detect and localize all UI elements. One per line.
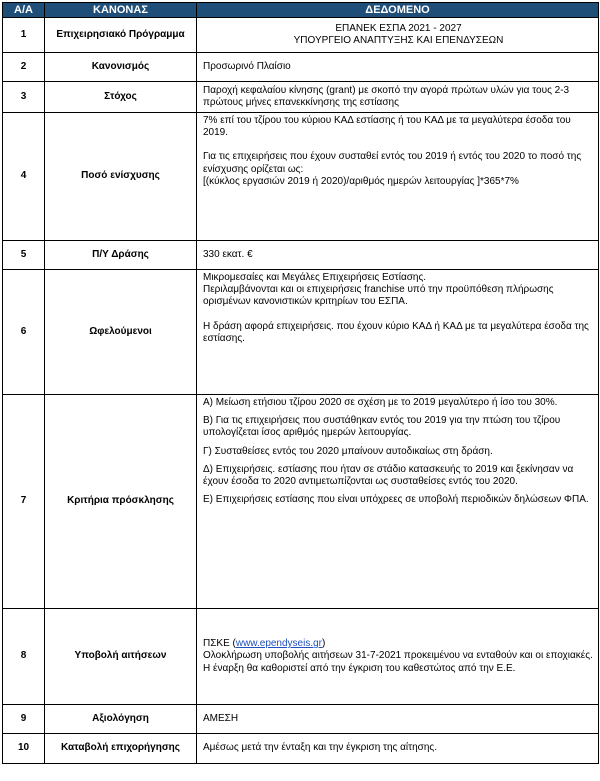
table-row — [3, 705, 599, 734]
table-row — [3, 395, 599, 609]
table-row — [3, 53, 599, 82]
row-rule: Επιχειρησιακό Πρόγραμμα — [45, 18, 197, 53]
row-number: 5 — [3, 241, 45, 270]
table-row — [3, 241, 599, 270]
row-number: 3 — [3, 82, 45, 113]
data-paragraph: [(κύκλος εργασιών 2019 ή 2020)/αριθμός ημερών λειτουργίας ]*365*7% — [203, 175, 519, 187]
data-paragraph: Μικρομεσαίες και Μεγάλες Επιχειρήσεις Εστίασης. — [203, 272, 427, 283]
row-rule: Κανονισμός — [45, 53, 197, 82]
ministry-line: ΥΠΟΥΡΓΕΙΟ ΑΝΑΠΤΥΞΗΣ ΚΑΙ ΕΠΕΝΔΥΣΕΩΝ — [293, 35, 504, 46]
table-row — [3, 113, 599, 241]
row-data — [197, 395, 599, 609]
data-paragraph: 7% επί του τζίρου του κύριου ΚΑΔ εστίασης ή του ΚΑΔ με τα μεγαλύτερα έσοδα του 2019. — [203, 115, 571, 139]
row-rule: Υποβολή αιτήσεων — [45, 609, 197, 705]
program-line: ΕΠΑΝΕΚ ΕΣΠΑ 2021 - 2027 — [335, 22, 462, 34]
data-paragraph: Περιλαμβάνονται και οι επιχειρήσεις franchise υπό την προϋπόθεση πλήρωσης ορισμένων κανονιστικών κριτηρίων του ΕΣΠΑ. — [203, 284, 554, 308]
criterion-a: Α) Μείωση ετήσιου τζίρου 2020 σε σχέση με το 2019 μεγαλύτερο ή ίσο του 30%. — [203, 397, 558, 408]
table-row — [3, 18, 599, 53]
criterion-b: Β) Για τις επιχειρήσεις που συστάθηκαν εντός του 2019 για την πτώση του τζίρου υπολογίζεται ίσος αριθμός ημερών λειτουργίας. — [203, 415, 561, 439]
row-data: Προσωρινό Πλαίσιο — [197, 53, 599, 82]
criterion-c: Γ) Συσταθείσες εντός του 2020 μπαίνουν αυτοδικαίως στη δράση. — [203, 445, 493, 457]
row-number: 7 — [3, 395, 45, 609]
header-rule: ΚΑΝΟΝΑΣ — [45, 3, 197, 18]
row-number: 9 — [3, 705, 45, 734]
header-data: ΔΕΔΟΜΕΝΟ — [197, 3, 599, 18]
ependyseis-link[interactable]: www.ependyseis.gr — [235, 638, 323, 650]
row-data: ΑΜΕΣΗ — [197, 705, 599, 734]
row-number: 4 — [3, 113, 45, 241]
table-header-row — [3, 3, 599, 18]
row-data — [197, 18, 599, 53]
criterion-e: Ε) Επιχειρήσεις εστίασης που είναι υπόχρεες σε υποβολή περιοδικών δηλώσεων ΦΠΑ. — [203, 494, 589, 506]
row-data — [197, 609, 599, 705]
data-paragraph: Για τις επιχειρήσεις που έχουν συσταθεί εντός του 2019 ή εντός του 2020 το ποσό της ενίσχυσης ορίζεται ως: — [203, 151, 582, 175]
row-number: 10 — [3, 734, 45, 764]
row-rule: Αξιολόγηση — [45, 705, 197, 734]
row-rule: Καταβολή επιχορήγησης — [45, 734, 197, 764]
table-row — [3, 734, 599, 764]
row-rule: Στόχος — [45, 82, 197, 113]
criterion-d: Δ) Επιχειρήσεις. εστίασης που ήταν σε στάδιο κατασκευής το 2019 και ξεκίνησαν να έχουν έσοδα το 2020 αντιμετωπίζονται ως συσταθείσες εντός του 2020. — [203, 463, 574, 488]
row-number: 8 — [3, 609, 45, 705]
table-row — [3, 270, 599, 395]
row-data: Παροχή κεφαλαίου κίνησης (grant) με σκοπό την αγορά πρώτων υλών για τους 2-3 πρώτους μήνες επανεκκίνησης της εστίασης — [197, 82, 599, 113]
row-data — [197, 270, 599, 395]
table-row — [3, 609, 599, 705]
table-row — [3, 82, 599, 113]
row-number: 6 — [3, 270, 45, 395]
data-paragraph: Η δράση αφορά επιχειρήσεις. που έχουν κύριο ΚΑΔ ή ΚΑΔ με τα μεγαλύτερα έσοδα της εστίασης. — [203, 320, 589, 344]
row-data: Αμέσως μετά την ένταξη και την έγκριση της αίτησης. — [197, 734, 599, 764]
row-rule: Ωφελούμενοι — [45, 270, 197, 395]
row-rule: Π/Υ Δράσης — [45, 241, 197, 270]
row-number: 1 — [3, 18, 45, 53]
header-aa: Α/Α — [3, 3, 45, 18]
criteria-table — [2, 2, 599, 764]
row-data: 330 εκατ. € — [197, 241, 599, 270]
submission-system: ΠΣΚΕ (www.ependyseis.gr) — [203, 638, 326, 650]
row-rule: Ποσό ενίσχυσης — [45, 113, 197, 241]
row-number: 2 — [3, 53, 45, 82]
row-data — [197, 113, 599, 241]
row-rule: Κριτήρια πρόσκλησης — [45, 395, 197, 609]
data-paragraph: Ολοκλήρωση υποβολής αιτήσεων 31-7-2021 προκειμένου να ενταθούν και οι εποχιακές. Η έναρξη θα καθοριστεί από την έγκριση του καθεστώτος από την Ε.Ε. — [203, 650, 593, 674]
